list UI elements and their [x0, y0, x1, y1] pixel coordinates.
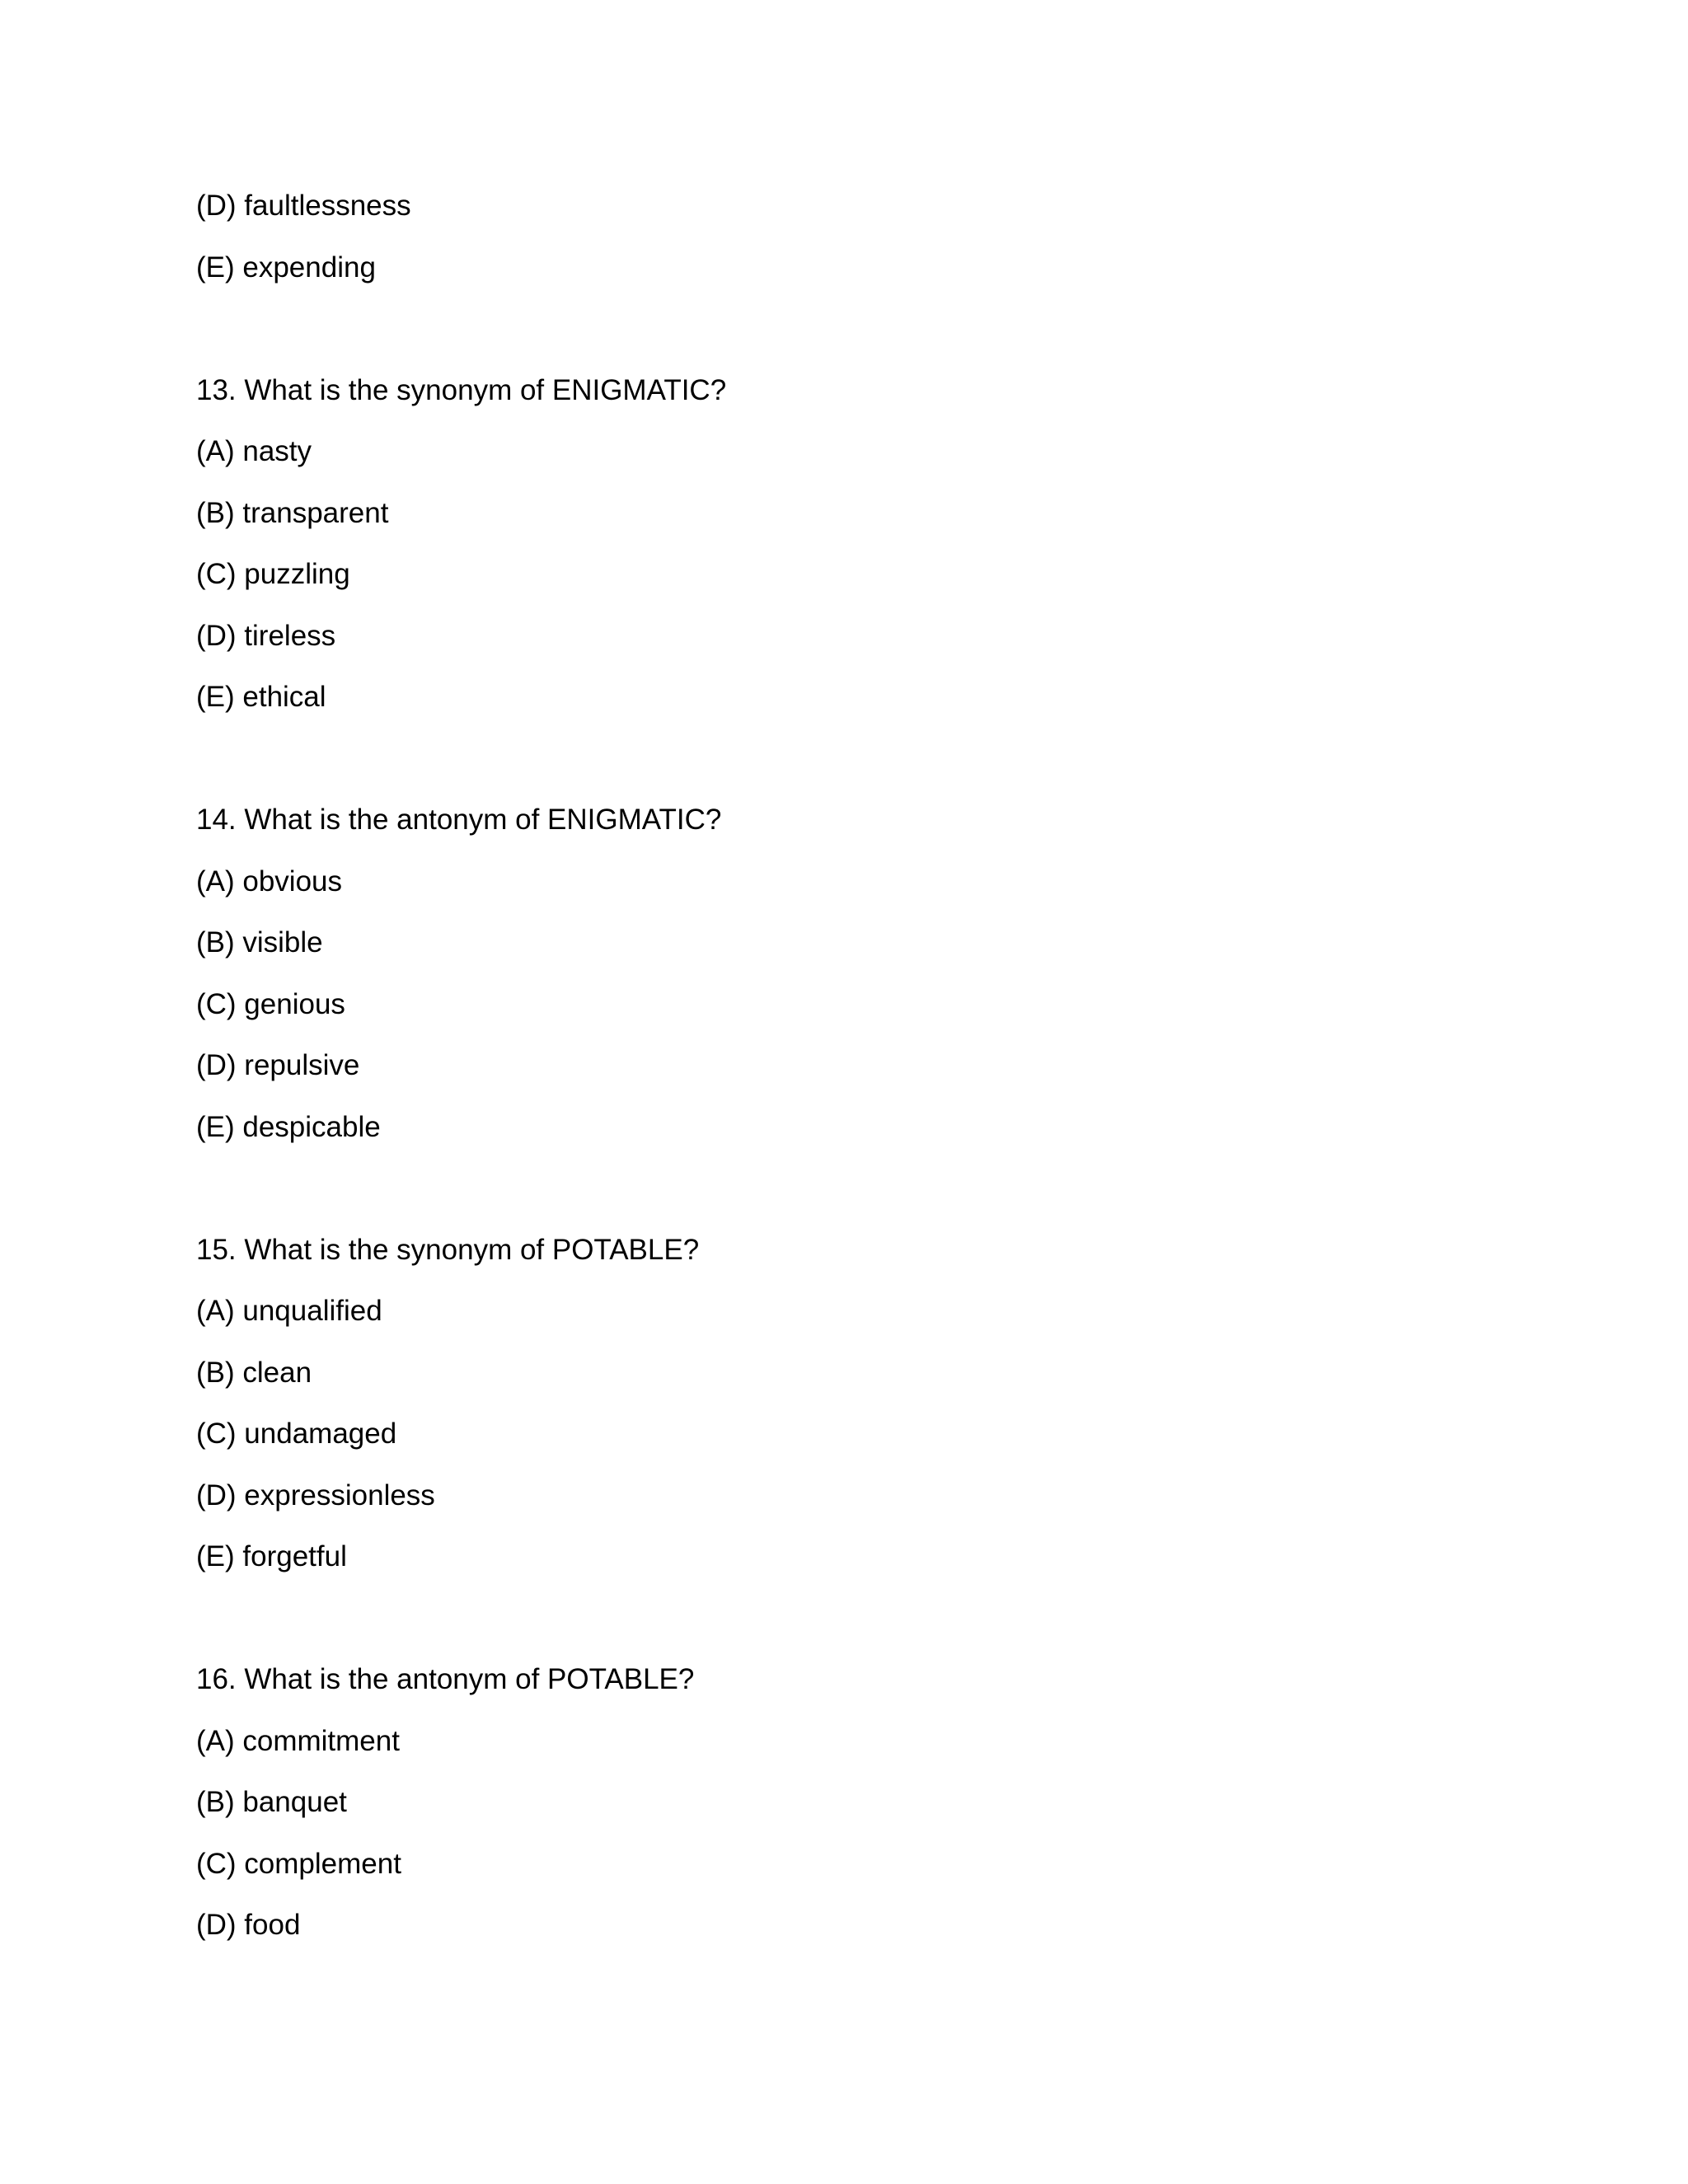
question-gap — [196, 1601, 1515, 1662]
question-gap — [196, 1170, 1515, 1232]
option-line: (C) complement — [196, 1847, 401, 1880]
question-prompt: 14. What is the antonym of ENIGMATIC? — [196, 804, 722, 836]
question-gap — [196, 311, 1515, 373]
option-line: (D) tireless — [196, 619, 336, 652]
option-line: (B) banquet — [196, 1786, 347, 1818]
option-line: (E) forgetful — [196, 1540, 347, 1572]
option-line: (E) expending — [196, 251, 376, 284]
option-line: (C) genious — [196, 987, 345, 1020]
option-line: (D) repulsive — [196, 1049, 360, 1081]
option-line: (C) puzzling — [196, 558, 350, 590]
option-line: (A) commitment — [196, 1724, 400, 1757]
question-gap — [196, 741, 1515, 803]
option-line: (D) expressionless — [196, 1479, 435, 1511]
option-line: (A) unqualified — [196, 1295, 382, 1327]
option-line: (B) transparent — [196, 496, 389, 529]
option-line: (A) nasty — [196, 435, 312, 467]
page-content — [196, 188, 1515, 1969]
option-line: (B) visible — [196, 926, 323, 958]
option-line: (E) despicable — [196, 1110, 381, 1143]
option-line: (C) undamaged — [196, 1418, 397, 1450]
question-prompt: 13. What is the synonym of ENIGMATIC? — [196, 373, 727, 406]
question-prompt: 15. What is the synonym of POTABLE? — [196, 1233, 700, 1266]
option-line: (B) clean — [196, 1356, 312, 1389]
option-line: (A) obvious — [196, 865, 343, 898]
option-line: (D) food — [196, 1909, 301, 1941]
question-prompt: 16. What is the antonym of POTABLE? — [196, 1663, 695, 1695]
option-line: (D) faultlessness — [196, 190, 411, 222]
option-line: (E) ethical — [196, 681, 326, 713]
